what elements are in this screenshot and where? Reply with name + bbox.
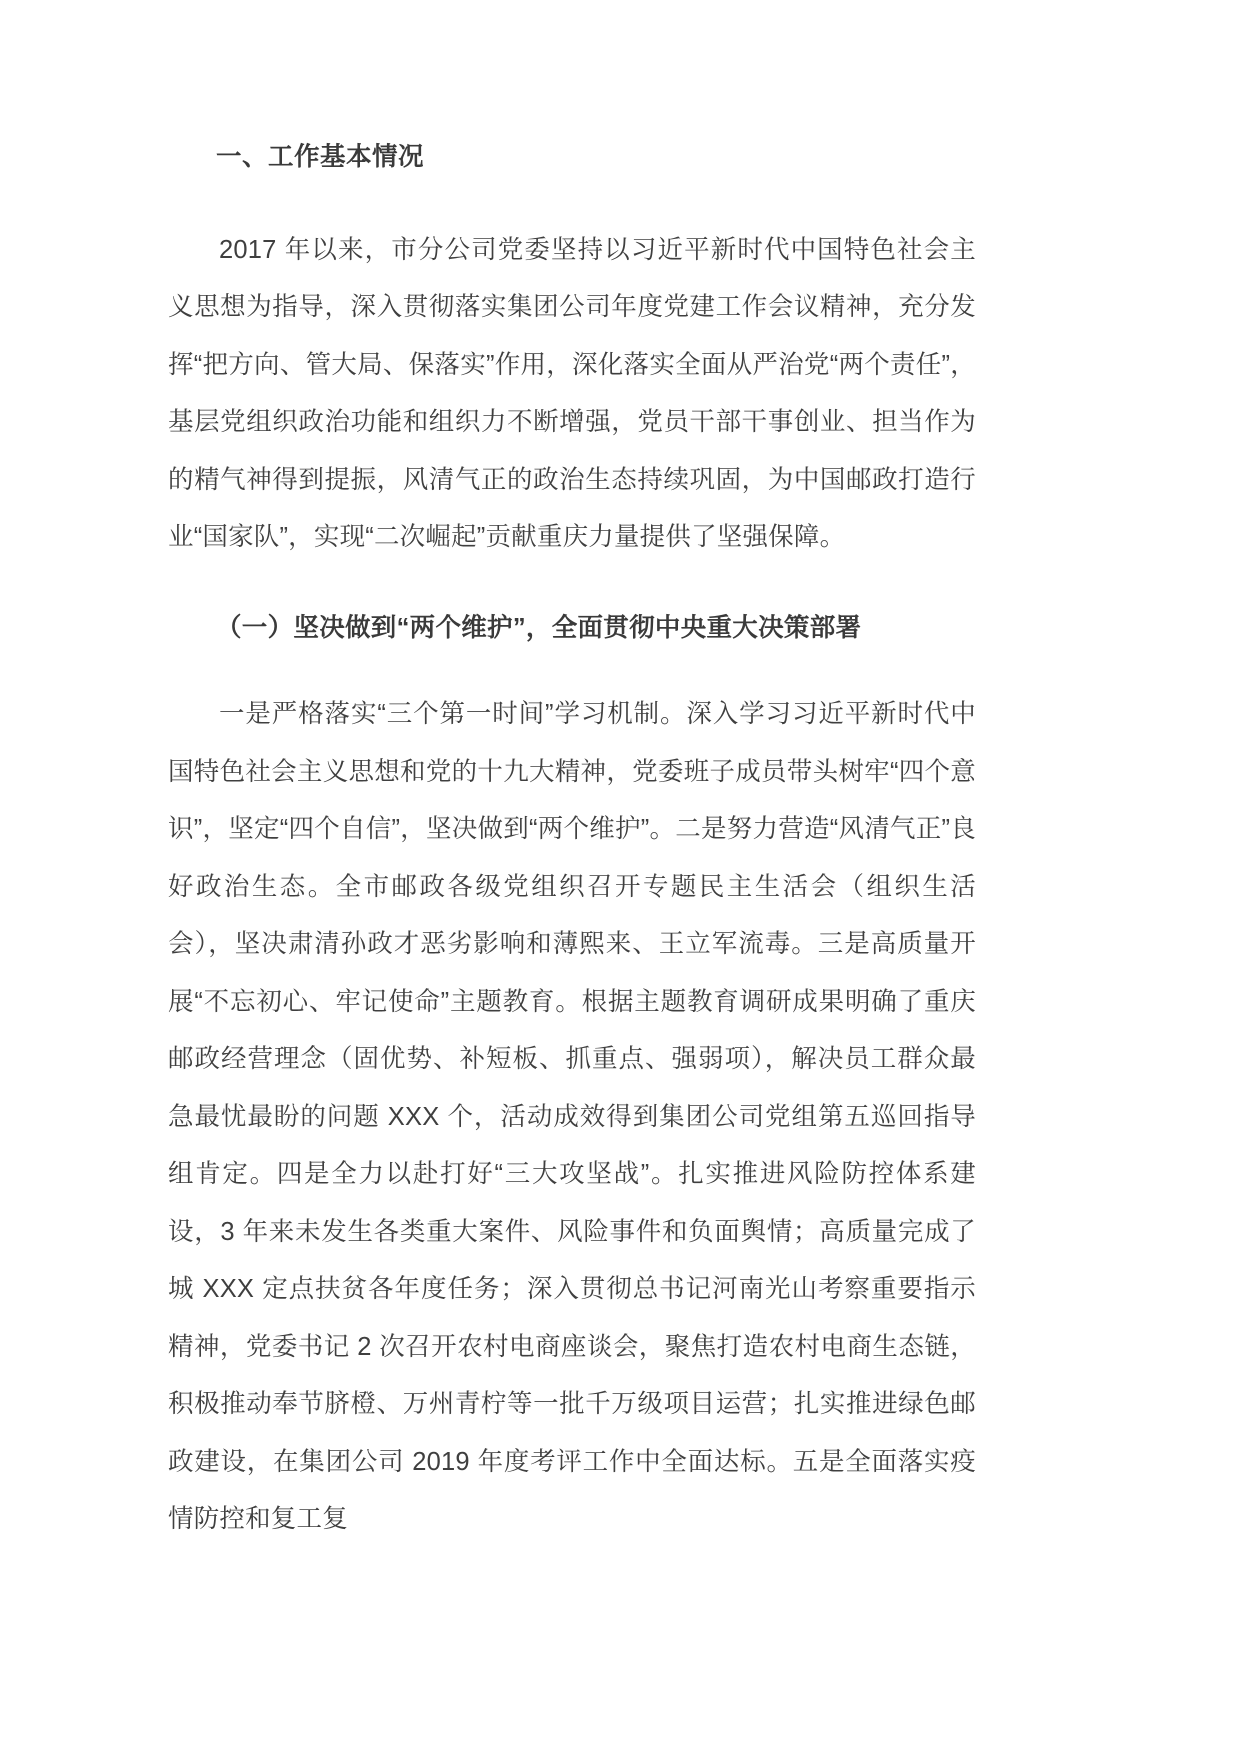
document-content (168, 140, 976, 1549)
section-heading: 一、工作基本情况 (216, 143, 425, 171)
paragraph-details: 一是严格落实“三个第一时间”学习机制。深入学习习近平新时代中国特色社会主义思想和党的十九大精神，党委班子成员带头树牢“四个意识”，坚定“四个自信”，坚决做到“两个维护”。二是努力营造“风清气正”良好政治生态。全市邮政各级党组织召开专题民主生活会（组织生活会），坚决肃清孙政才恶劣影响和薄熙来、王立军流毒。三是高质量开展“不忘初心、牢记使命”主题教育。根据主题教育调研成果明确了重庆邮政经营理念（固优势、补短板、抓重点、强弱项），解决员工群众最急最忧最盼的问题 XXX 个，活动成效得到集团公司党组第五巡回指导组肯定。四是全力以赴打好“三大攻坚战”。扎实推进风险防控体系建设，3 年来未发生各类重大案件、风险事件和负面舆情；高质量完成了城 XXX 定点扶贫各年度任务；深入贯彻总书记河南光山考察重要指示精神，党委书记 2 次召开农村电商座谈会，聚焦打造农村电商生态链，积极推动奉节脐橙、万州青柠等一批千万级项目运营；扎实推进绿色邮政建设，在集团公司 2019 年度考评工作中全面达标。五是全面落实疫情防控和复工复 (168, 700, 976, 1534)
paragraph-overview: 2017 年以来，市分公司党委坚持以习近平新时代中国特色社会主义思想为指导，深入贯彻落实集团公司年度党建工作会议精神，充分发挥“把方向、管大局、保落实”作用，深化落实全面从严治党“两个责任”，基层党组织政治功能和组织力不断增强，党员干部干事创业、担当作为的精气神得到提振，风清气正的政治生态持续巩固，为中国邮政打造行业“国家队”，实现“二次崛起”贡献重庆力量提供了坚强保障。 (168, 235, 976, 552)
subsection-heading: （一）坚决做到“两个维护”，全面贯彻中央重大决策部署 (216, 613, 862, 642)
